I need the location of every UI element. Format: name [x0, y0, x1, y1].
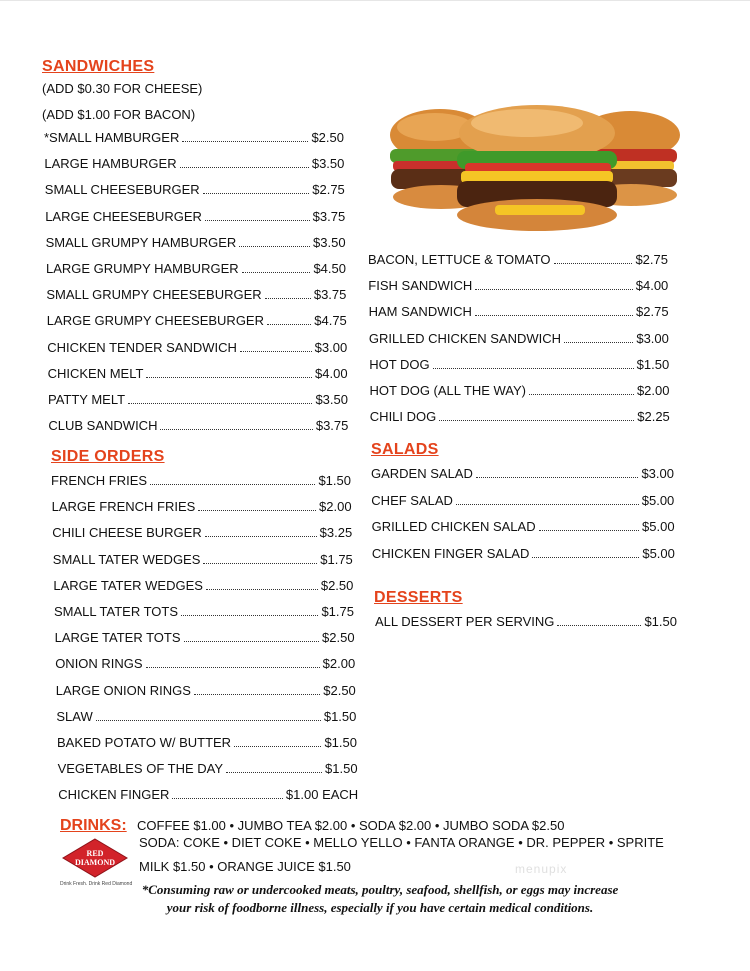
menu-item — [47, 313, 347, 328]
dot-leader — [194, 693, 320, 695]
menu-item-price: $5.00 — [641, 492, 675, 508]
menu-item-price: $5.00 — [642, 545, 675, 561]
dot-leader — [160, 428, 312, 430]
menu-item-name: LARGE ONION RINGS — [55, 682, 191, 698]
dot-leader — [532, 556, 639, 558]
menu-item — [45, 182, 345, 197]
dot-leader — [198, 509, 316, 511]
menu-item-name: VEGETABLES OF THE DAY — [57, 761, 224, 777]
dot-leader — [128, 402, 312, 404]
dot-leader — [150, 483, 315, 485]
dot-leader — [557, 624, 641, 626]
drinks-prices-line: COFFEE $1.00 • JUMBO TEA $2.00 • SODA $2.00 • JUMBO SODA $2.50 — [137, 818, 565, 833]
svg-text:RED: RED — [86, 849, 104, 858]
menu-item-name: PATTY MELT — [48, 392, 126, 407]
disclaimer-line-2: your risk of foodborne illness, especially if you have certain medical conditions. — [166, 900, 594, 915]
menu-item-name: HOT DOG (ALL THE WAY) — [369, 383, 527, 398]
logo-tagline: Drink Fresh. Drink Red Diamond — [60, 881, 133, 887]
drinks-milk-line: MILK $1.50 • ORANGE JUICE $1.50 — [139, 859, 351, 874]
menu-item-name: SMALL CHEESEBURGER — [44, 182, 200, 198]
menu-item-name: CHILI DOG — [369, 409, 437, 425]
dot-leader — [433, 367, 634, 369]
menu-item-price: $2.50 — [320, 577, 354, 593]
menu-item-name: ONION RINGS — [55, 656, 143, 672]
side-orders-heading: SIDE ORDERS — [51, 448, 165, 465]
menu-item-name: LARGE FRENCH FRIES — [51, 499, 196, 515]
menu-item — [368, 278, 668, 293]
menu-item-price: $4.00 — [635, 278, 669, 294]
menu-item-name: GARDEN SALAD — [371, 466, 473, 481]
menu-item-name: LARGE GRUMPY HAMBURGER — [46, 261, 239, 276]
menu-item — [371, 466, 674, 481]
scan-edge — [0, 0, 750, 7]
menu-item-price: $2.00 — [322, 656, 356, 672]
menu-item-name: BAKED POTATO W/ BUTTER — [57, 735, 232, 750]
drinks-heading: DRINKS: — [60, 817, 127, 834]
menu-item-price: $3.50 — [315, 392, 348, 407]
menu-item-price: $3.75 — [313, 287, 347, 303]
dot-leader — [242, 271, 311, 273]
menu-item-price: $2.50 — [322, 630, 355, 646]
menu-item-name: BACON, LETTUCE & TOMATO — [368, 252, 551, 267]
menu-item-price: $1.00 EACH — [285, 787, 359, 803]
menu-item — [48, 366, 348, 381]
dot-leader — [203, 192, 310, 194]
salads-heading: SALADS — [371, 441, 439, 458]
menu-item-price: $3.00 — [314, 339, 348, 355]
menu-item-price: $3.50 — [313, 234, 346, 250]
menu-item — [55, 656, 355, 671]
menu-item-name: SMALL TATER WEDGES — [52, 551, 201, 567]
menu-item — [53, 578, 353, 593]
dot-leader — [205, 535, 317, 537]
menu-item-price: $3.75 — [312, 208, 346, 224]
menu-item-name: CHICKEN FINGER — [58, 787, 170, 803]
menu-item-price: $3.00 — [641, 466, 674, 481]
dot-leader — [184, 640, 320, 642]
menu-item — [372, 519, 675, 534]
menu-item — [44, 156, 344, 171]
menu-item — [47, 340, 347, 355]
menu-item-name: HOT DOG — [369, 356, 430, 372]
dot-leader — [205, 219, 310, 221]
dot-leader — [267, 323, 311, 325]
menu-item-price: $1.50 — [324, 735, 357, 750]
dot-leader — [226, 771, 322, 773]
svg-text:DIAMOND: DIAMOND — [75, 858, 115, 867]
menu-item — [58, 787, 358, 802]
menu-item — [55, 630, 355, 645]
menu-item-price: $1.75 — [320, 551, 353, 567]
menu-item-price: $2.75 — [312, 182, 345, 198]
menu-item-name: LARGE HAMBURGER — [44, 156, 177, 172]
menu-item-name: *SMALL HAMBURGER — [44, 130, 180, 145]
menu-item-name: CHICKEN TENDER SANDWICH — [47, 339, 237, 355]
dot-leader — [529, 393, 634, 395]
menu-item — [46, 235, 346, 250]
menu-item-price: $2.75 — [635, 252, 668, 267]
cheese-note: (ADD $0.30 FOR CHEESE) — [42, 81, 203, 96]
drinks-soda-line: SODA: COKE • DIET COKE • MELLO YELLO • FANTA ORANGE • DR. PEPPER • SPRITE — [139, 835, 664, 850]
dot-leader — [475, 288, 632, 290]
menu-item-name: SMALL TATER TOTS — [54, 604, 179, 619]
menu-item-price: $2.50 — [311, 130, 344, 145]
bacon-note: (ADD $1.00 FOR BACON) — [42, 107, 196, 122]
menu-item — [57, 735, 357, 750]
menu-item-name: SMALL GRUMPY HAMBURGER — [45, 234, 237, 250]
menu-item-price: $1.50 — [636, 356, 670, 372]
menu-item-name: SLAW — [56, 708, 93, 724]
menu-item-name: CHICKEN FINGER SALAD — [371, 545, 530, 561]
menu-item-name: GRILLED CHICKEN SANDWICH — [368, 330, 562, 346]
dot-leader — [239, 245, 310, 247]
menu-item — [54, 604, 354, 619]
menu-item — [44, 130, 344, 145]
menu-item-price: $2.00 — [319, 499, 352, 515]
menu-item — [369, 304, 669, 319]
disclaimer-line-1: *Consuming raw or undercooked meats, poultry, seafood, shellfish, or eggs may increase — [141, 882, 619, 897]
menu-item-price: $1.50 — [644, 614, 677, 629]
dot-leader — [146, 376, 312, 378]
menu-item-name: LARGE GRUMPY CHEESEBURGER — [46, 313, 264, 329]
dot-leader — [475, 314, 633, 316]
menu-item — [46, 287, 346, 302]
menu-item — [48, 418, 348, 433]
menu-item-name: FISH SANDWICH — [368, 278, 473, 294]
menu-item-price: $3.75 — [315, 418, 349, 434]
menu-item-name: ALL DESSERT PER SERVING — [375, 614, 555, 629]
menu-item — [52, 499, 352, 514]
menu-item-price: $5.00 — [642, 519, 675, 535]
menu-item — [370, 383, 670, 398]
menu-item — [56, 709, 356, 724]
menu-item — [48, 392, 348, 407]
menu-item-name: LARGE CHEESEBURGER — [45, 208, 202, 224]
desserts-heading: DESSERTS — [374, 589, 463, 606]
dot-leader — [206, 588, 318, 590]
menu-item — [372, 546, 675, 561]
menu-item-price: $1.75 — [321, 604, 354, 619]
menu-item-name: SMALL GRUMPY CHEESEBURGER — [46, 287, 262, 303]
menu-item — [56, 683, 356, 698]
menu-item-price: $2.25 — [637, 409, 670, 425]
dot-leader — [439, 419, 634, 421]
dot-leader — [456, 503, 639, 505]
sandwiches-heading: SANDWICHES — [42, 58, 155, 75]
menu-item-name: CHEF SALAD — [371, 492, 453, 508]
dot-leader — [172, 797, 283, 799]
menu-item-name: LARGE TATER TOTS — [54, 630, 181, 646]
menu-item-price: $3.00 — [636, 330, 669, 346]
menu-item-price: $2.00 — [636, 383, 670, 398]
menu-item — [51, 473, 351, 488]
menu-item-price: $3.50 — [311, 156, 345, 172]
dot-leader — [476, 476, 639, 478]
menu-item — [46, 261, 346, 276]
menu-item — [369, 357, 669, 372]
menu-item-name: CLUB SANDWICH — [48, 418, 158, 434]
dot-leader — [265, 297, 311, 299]
menu-item-price: $4.50 — [313, 261, 346, 276]
menu-item-price: $2.75 — [636, 304, 669, 320]
dot-leader — [96, 719, 321, 721]
menu-item-name: LARGE TATER WEDGES — [53, 577, 203, 593]
menu-item-price: $4.00 — [315, 365, 348, 381]
menu-item — [370, 409, 670, 424]
menu-item — [45, 209, 345, 224]
menu-item-name: GRILLED CHICKEN SALAD — [371, 519, 536, 535]
dot-leader — [182, 140, 308, 142]
menu-item — [375, 614, 677, 629]
menu-item — [58, 761, 358, 776]
menu-item-name: CHICKEN MELT — [47, 365, 144, 381]
dot-leader — [234, 745, 321, 747]
dot-leader — [240, 350, 312, 352]
dot-leader — [203, 562, 317, 564]
menu-item-name: CHILI CHEESE BURGER — [52, 525, 202, 541]
menu-item-name: HAM SANDWICH — [368, 304, 472, 320]
menu-item-price: $1.50 — [318, 473, 351, 488]
menu-item-price: $1.50 — [323, 708, 357, 724]
menu-item-price: $4.75 — [314, 313, 347, 329]
dot-leader — [554, 262, 633, 264]
menu-item — [368, 252, 668, 267]
dot-leader — [181, 614, 318, 616]
menu-item-price: $3.25 — [319, 525, 353, 541]
menu-item-name: FRENCH FRIES — [51, 473, 148, 488]
menu-item — [369, 331, 669, 346]
dot-leader — [146, 666, 320, 668]
menu-item — [52, 525, 352, 540]
menu-item — [53, 552, 353, 567]
red-diamond-logo — [62, 838, 128, 878]
menu-item — [371, 493, 674, 508]
dot-leader — [564, 341, 633, 343]
dot-leader — [180, 166, 309, 168]
menu-item-price: $2.50 — [323, 682, 356, 698]
watermark: menupix — [515, 862, 568, 876]
menu-item-price: $1.50 — [325, 761, 358, 777]
burger-photo — [385, 105, 685, 235]
dot-leader — [539, 529, 639, 531]
